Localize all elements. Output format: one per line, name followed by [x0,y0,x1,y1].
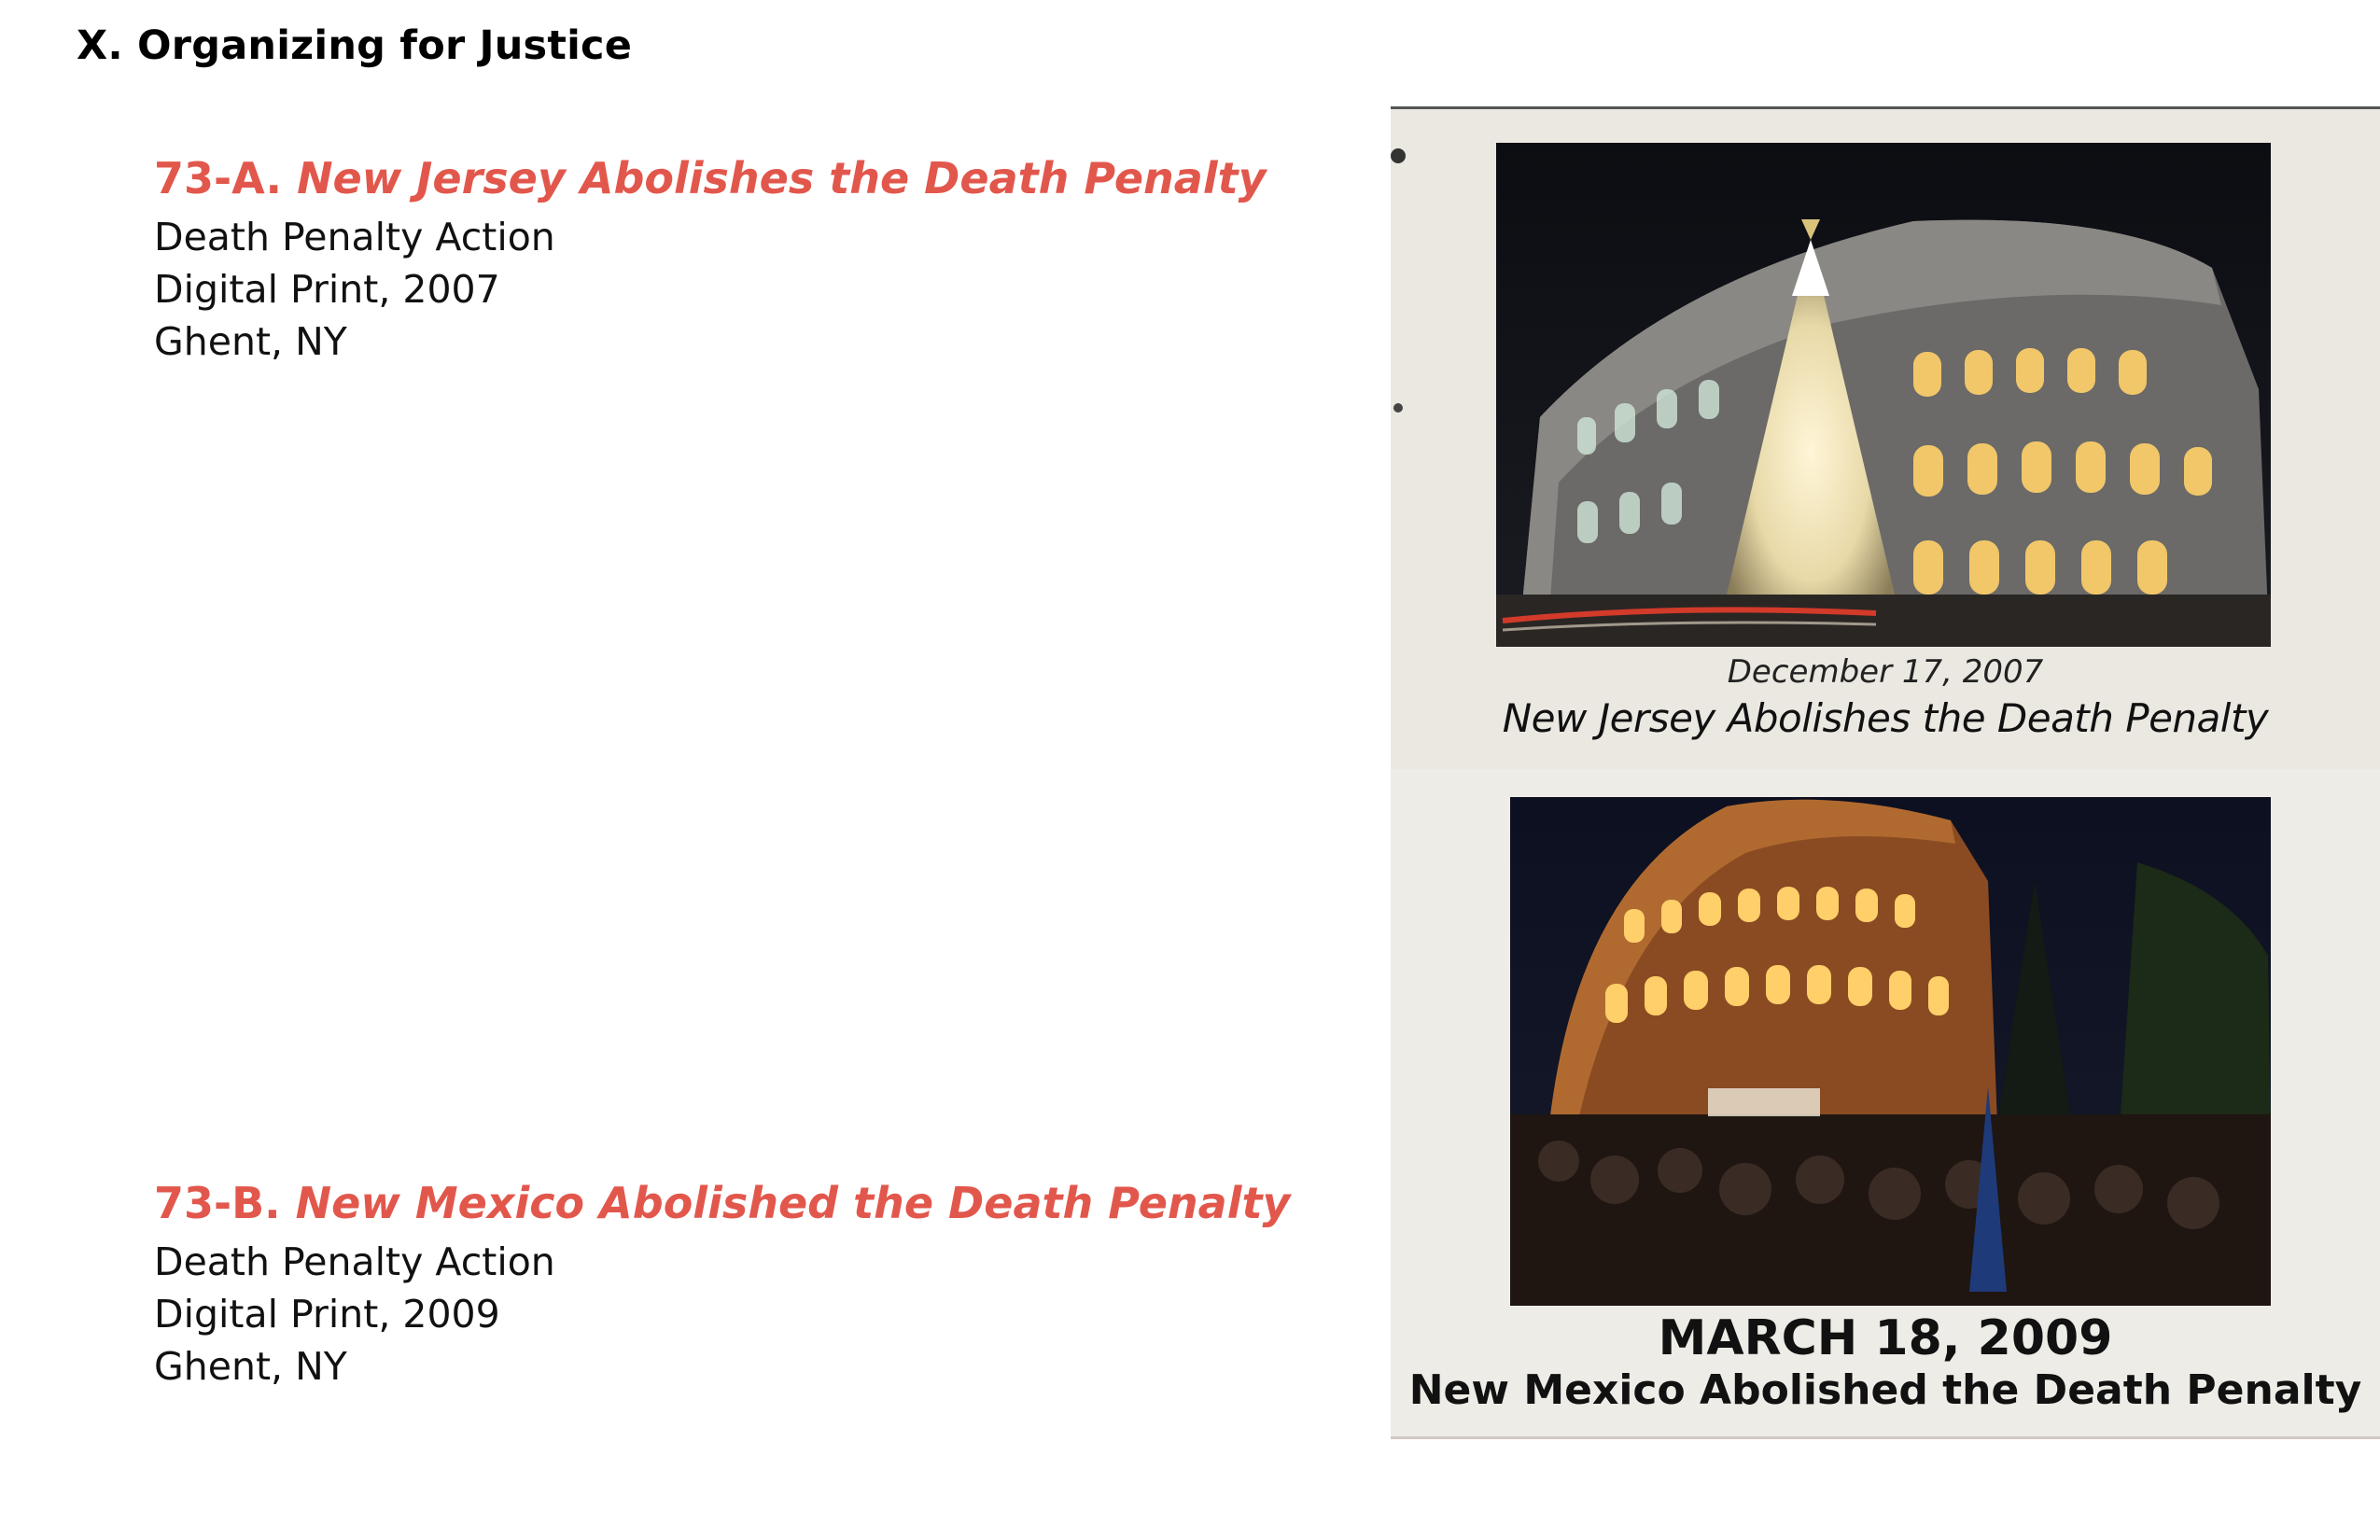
caption-title: New Mexico Abolished the Death Penalty [1408,1366,2362,1414]
entry-medium: Digital Print, 2007 [154,267,500,312]
caption-date: December 17, 2007 [1727,653,2044,691]
entry-73a [154,149,1267,368]
print-image-2007 [1391,106,2380,769]
entry-location: Ghent, NY [154,319,347,364]
entry-title: New Mexico Abolished the Death Penalty [295,1178,1291,1228]
entry-number: 73-B. [154,1178,281,1228]
entry-location: Ghent, NY [154,1344,347,1389]
entry-creator: Death Penalty Action [154,215,555,259]
entry-heading [154,149,1267,207]
entry-73b [154,1174,1290,1393]
section-title: X. Organizing for Justice [77,22,633,69]
entry-number: 73-A. [154,153,283,203]
caption-title: New Jersey Abolishes the Death Penalty [1502,695,2269,741]
caption-date: MARCH 18, 2009 [1658,1310,2113,1366]
print-image-2009 [1391,769,2380,1439]
entry-medium: Digital Print, 2009 [154,1292,500,1337]
entry-title: New Jersey Abolishes the Death Penalty [297,153,1267,203]
entry-creator: Death Penalty Action [154,1239,555,1284]
entry-heading [154,1174,1290,1232]
